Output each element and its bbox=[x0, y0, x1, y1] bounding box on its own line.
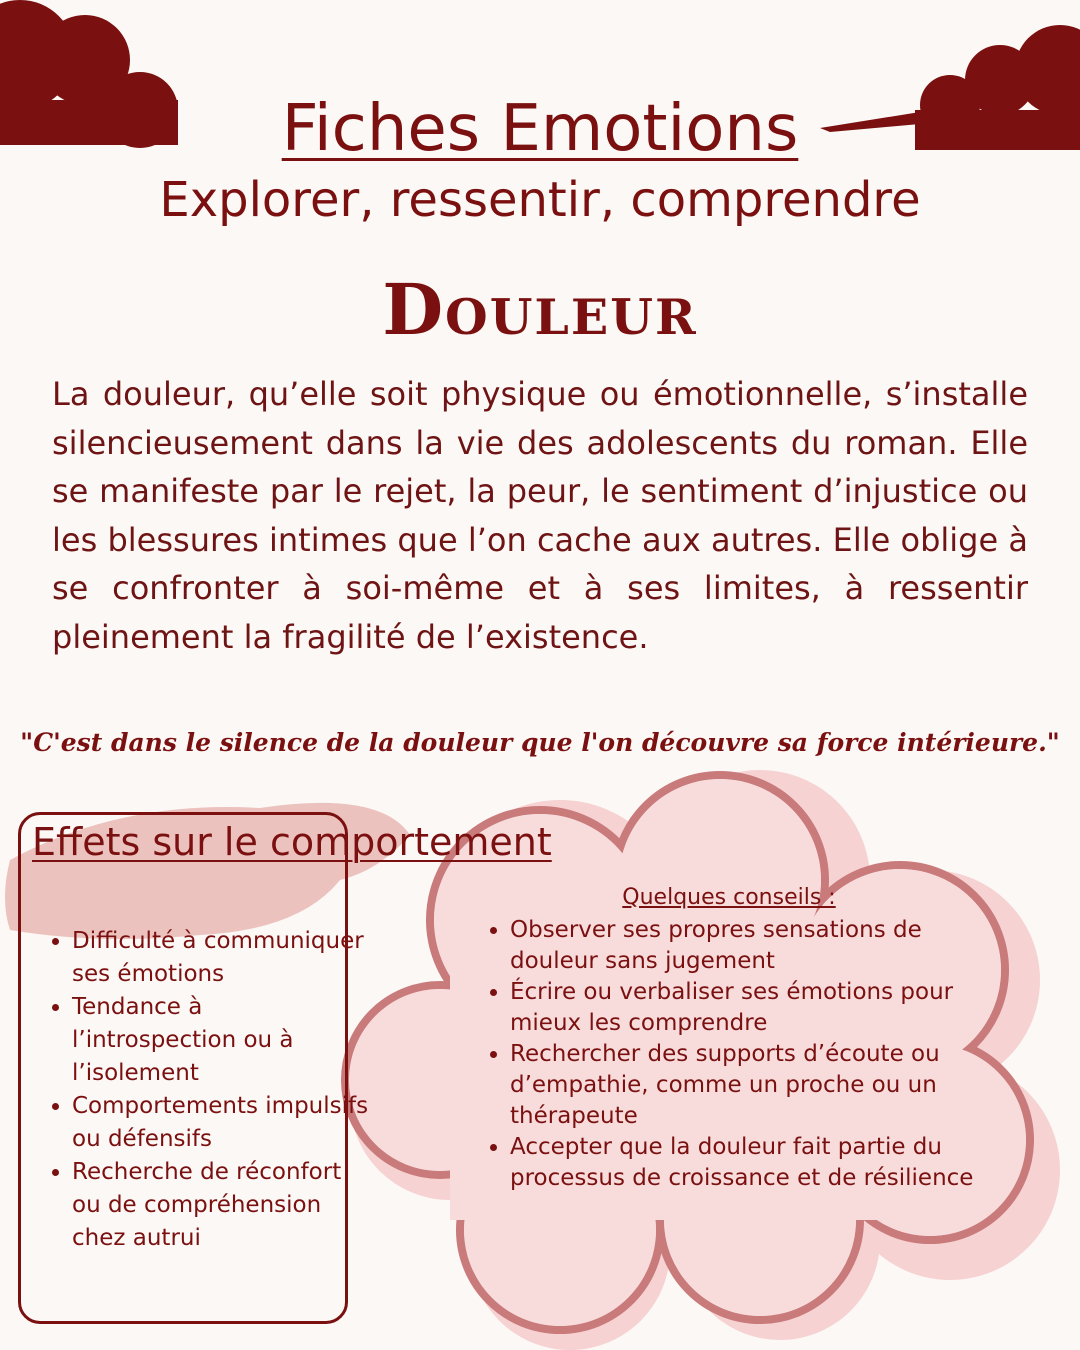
list-item: • Difficulté à communiquer ses émotions bbox=[72, 925, 372, 991]
effects-list bbox=[40, 925, 372, 1255]
emotion-name: Douleur bbox=[382, 268, 698, 351]
list-item: • Recherche de réconfort ou de compréhension chez autrui bbox=[72, 1156, 372, 1255]
tips-title-text: Quelques conseils : bbox=[622, 885, 836, 910]
list-item: • Tendance à l’introspection ou à l’isolement bbox=[72, 991, 372, 1090]
page-title bbox=[0, 92, 1080, 166]
list-item: • Observer ses propres sensations de douleur sans jugement bbox=[510, 915, 1000, 977]
tips-list bbox=[478, 915, 1000, 1194]
effects-title: Effets sur le comportement bbox=[32, 820, 552, 864]
subtitle: Explorer, ressentir, comprendre bbox=[159, 172, 921, 228]
description: La douleur, qu’elle soit physique ou émotionnelle, s’installe silencieusement dans la vie des adolescents du roman. Elle se manifeste par le rejet, la peur, le sentiment d’injustice ou les blessures intimes que l’on cache aux autres. Elle oblige à se confronter à soi-même et à ses limites, à ressentir pleinement la fragilité de l’existence. bbox=[52, 375, 1028, 656]
list-item: • Accepter que la douleur fait partie du processus de croissance et de résilience bbox=[510, 1132, 1000, 1194]
title-text: Fiches Emotions bbox=[281, 92, 799, 166]
list-item: • Écrire ou verbaliser ses émotions pour mieux les comprendre bbox=[510, 977, 1000, 1039]
list-item: • Rechercher des supports d’écoute ou d’empathie, comme un proche ou un thérapeute bbox=[510, 1039, 1000, 1132]
list-item: • Comportements impulsifs ou défensifs bbox=[72, 1090, 372, 1156]
quote: "C'est dans le silence de la douleur que l'on découvre sa force intérieure." bbox=[20, 728, 1060, 757]
tips-title bbox=[0, 885, 1080, 910]
